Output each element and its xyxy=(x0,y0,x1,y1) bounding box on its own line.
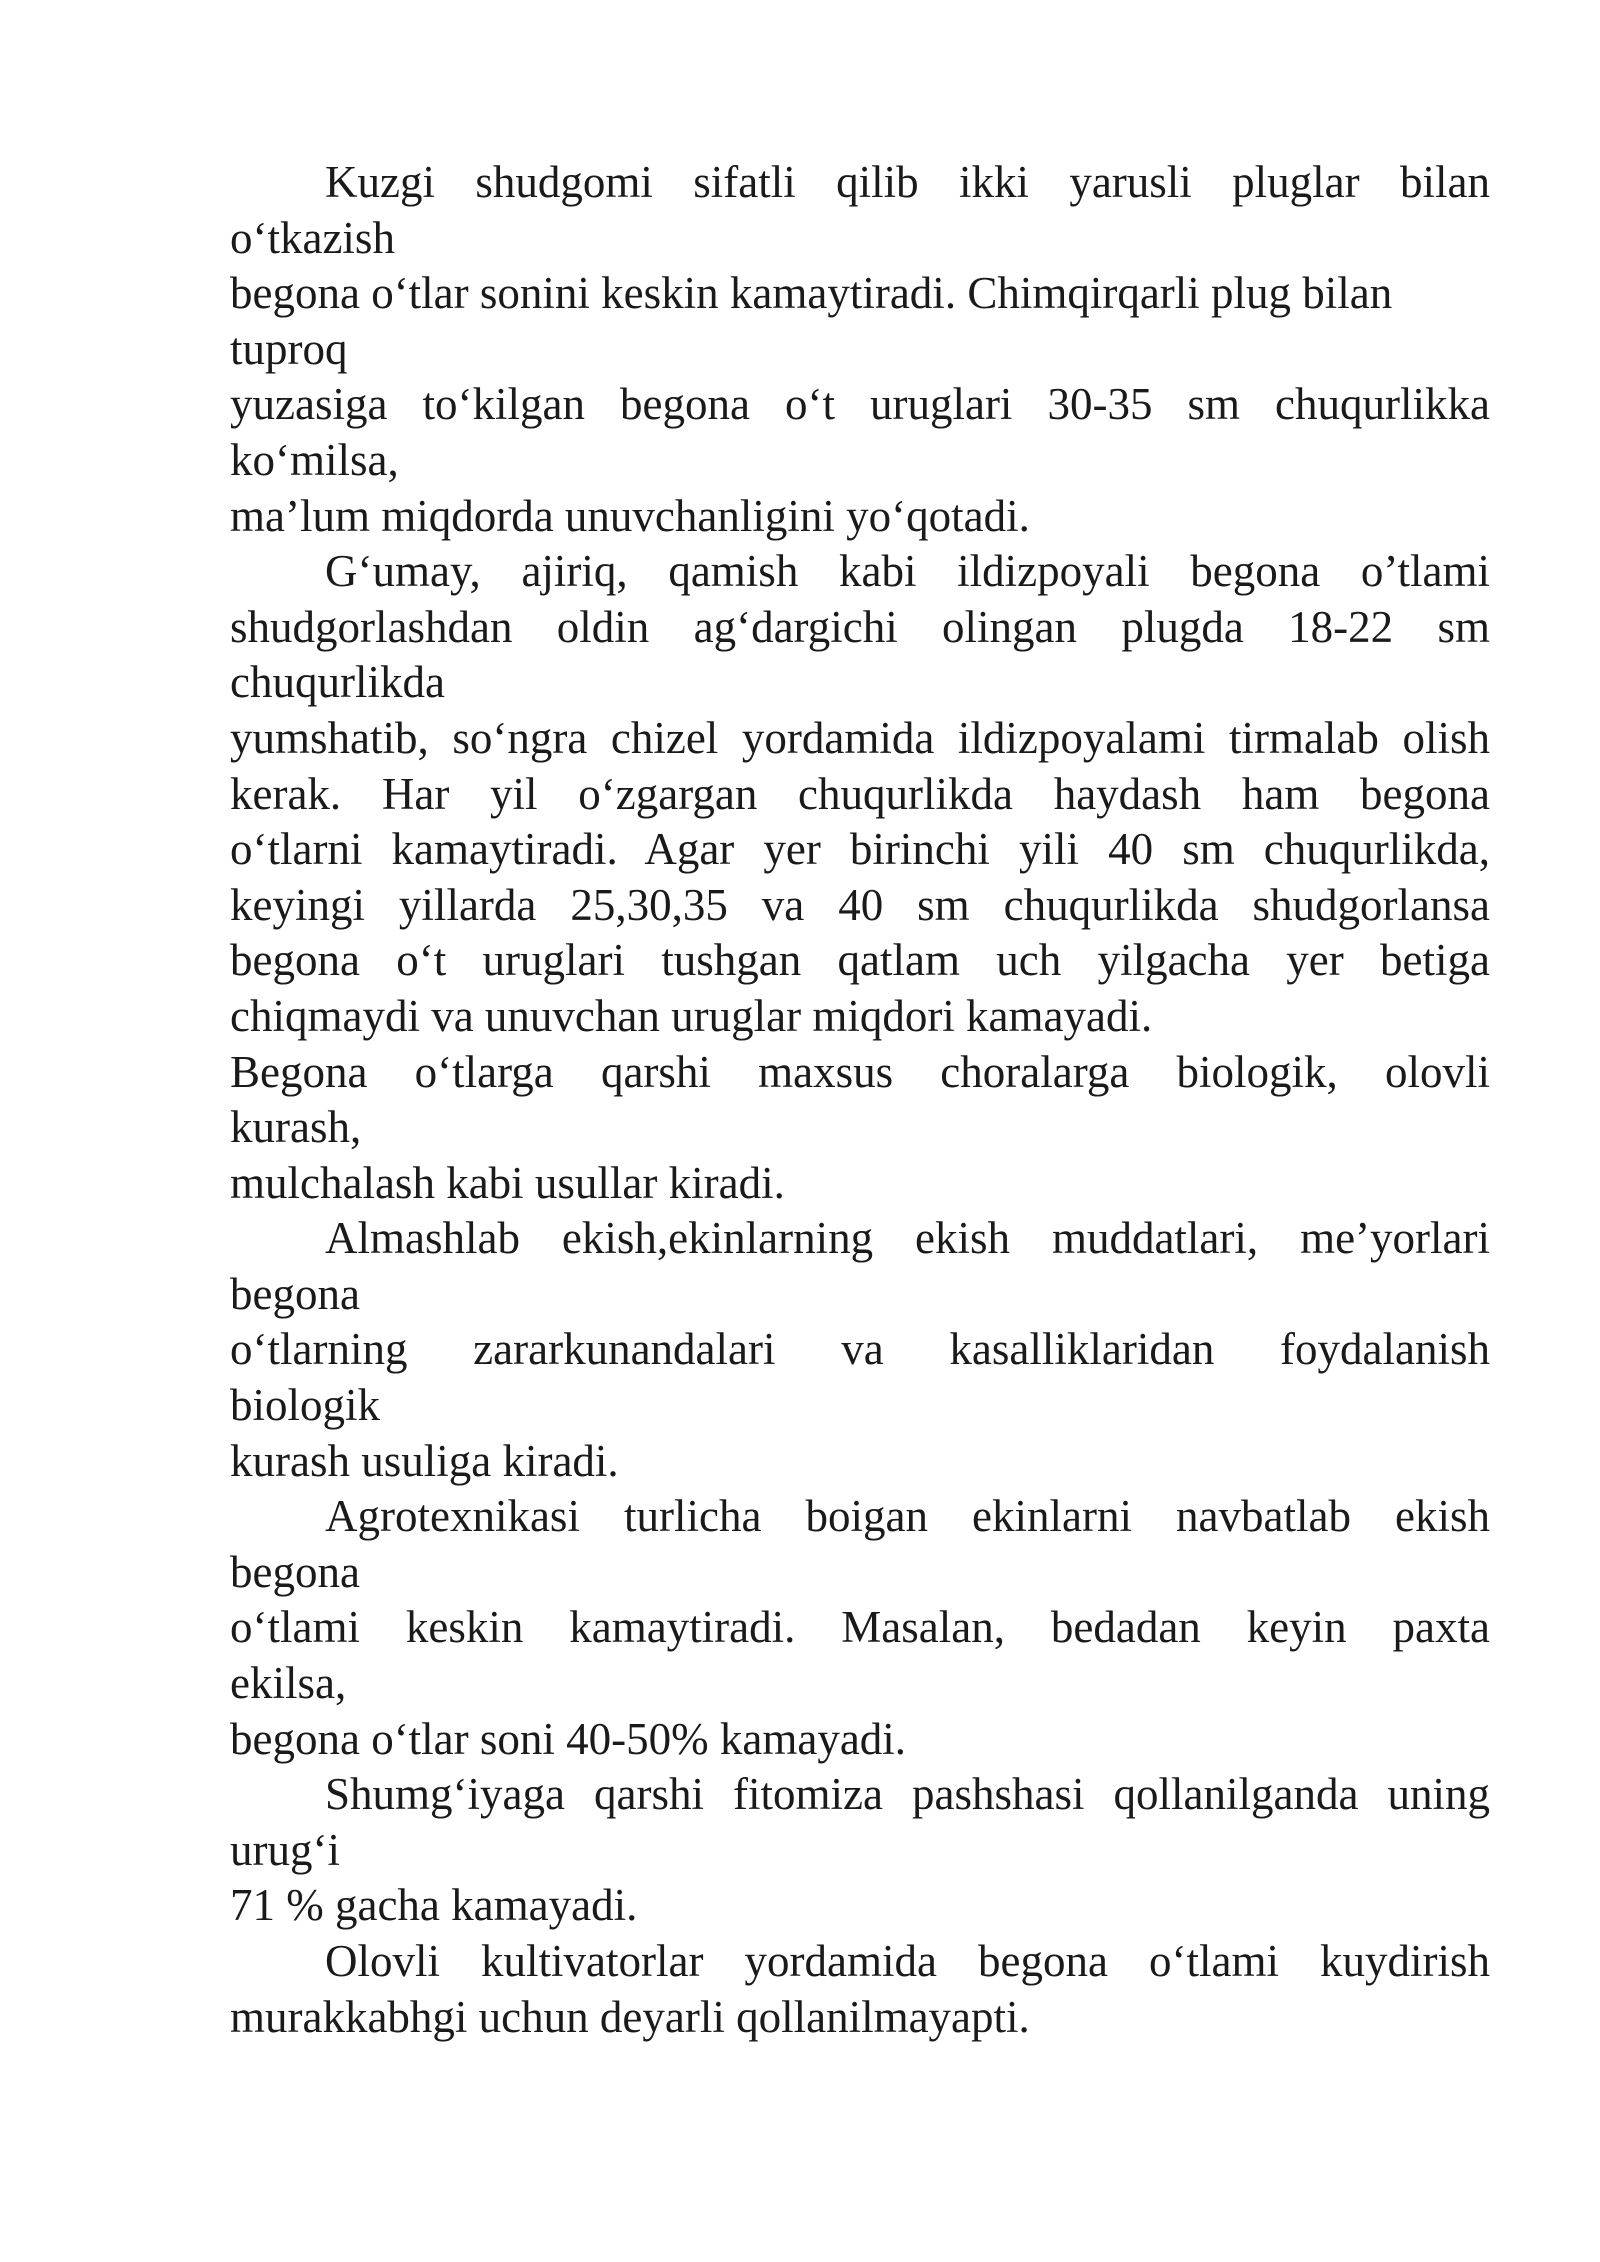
text-line: 71 % gacha kamayadi. xyxy=(230,1880,638,1931)
text-line: ko‘milsa, xyxy=(230,434,399,485)
text-line: chiqmaydi va unuvchan uruglar miqdori kamayadi. xyxy=(230,990,1153,1041)
text-line: Kuzgi shudgomi sifatli qilib ikki yarusli pluglar bilan xyxy=(325,157,1490,207)
text-line: keyingi yillarda 25,30,35 va 40 sm chuqurlikda shudgorlansa xyxy=(230,879,1490,930)
text-line: Begona o‘tlarga qarshi maxsus choralarga biologik, olovli xyxy=(230,1046,1490,1097)
text-line: shudgorlashdan oldin ag‘dargichi olingan plugda 18-22 sm xyxy=(230,601,1490,652)
text-line: begona o‘t uruglari tushgan qatlam uch yilgacha yer betiga xyxy=(230,935,1490,986)
text-line: o‘tlarni kamaytiradi. Agar yer birinchi yili 40 sm chuqurlikda, xyxy=(230,824,1490,875)
text-line: o‘tlami keskin kamaytiradi. Masalan, bedadan keyin paxta xyxy=(230,1602,1490,1653)
text-line: kurash usuliga kiradi. xyxy=(230,1435,619,1486)
text-line: kerak. Har yil o‘zgargan chuqurlikda haydash ham begona xyxy=(230,768,1490,819)
text-line: Agrotexnikasi turlicha boigan ekinlarni navbatlab ekish xyxy=(325,1491,1490,1542)
text-line: biologik xyxy=(230,1380,381,1431)
text-line: murakkabhgi uchun deyarli qollanilmayapti. xyxy=(230,1991,1030,2042)
text-line: yumshatib, so‘ngra chizel yordamida ildizpoyalami tirmalab olish xyxy=(230,712,1490,763)
text-line: mulchalash kabi usullar kiradi. xyxy=(230,1157,785,1208)
text-line: ekilsa, xyxy=(230,1658,347,1709)
text-line: begona o‘tlar soni 40-50% kamayadi. xyxy=(230,1713,907,1764)
text-line: yuzasiga to‘kilgan begona o‘t uruglari 30-35 sm chuqurlikka xyxy=(230,379,1490,430)
text-line: o‘tlarning zararkunandalari va kasalliklaridan foydalanish xyxy=(230,1324,1490,1375)
text-line: Almashlab ekish,ekinlarning ekish muddatlari, me’yorlari xyxy=(325,1213,1490,1264)
text-line: Shumg‘iyaga qarshi fitomiza pashshasi qollanilganda uning xyxy=(325,1769,1490,1820)
text-line: begona xyxy=(230,1546,360,1597)
text-line: G‘umay, ajiriq, qamish kabi ildizpoyali begona o’tlami xyxy=(325,546,1490,597)
text-line: begona o‘tlar sonini keskin kamaytiradi. Chimqirqarli plug bilan xyxy=(230,268,1393,319)
text-line: Olovli kultivatorlar yordamida begona o‘tlami kuydirish xyxy=(325,1936,1490,1986)
text-line: begona xyxy=(230,1268,360,1319)
text-line: ma’lum miqdorda unuvchanligini yo‘qotadi. xyxy=(230,490,1030,541)
text-line: urug‘i xyxy=(230,1824,340,1875)
text-line: o‘tkazish xyxy=(230,212,395,263)
text-line: chuqurlikda xyxy=(230,657,445,708)
body-text xyxy=(230,155,1490,2045)
text-line: tuproq xyxy=(230,323,348,374)
text-line: kurash, xyxy=(230,1102,362,1153)
